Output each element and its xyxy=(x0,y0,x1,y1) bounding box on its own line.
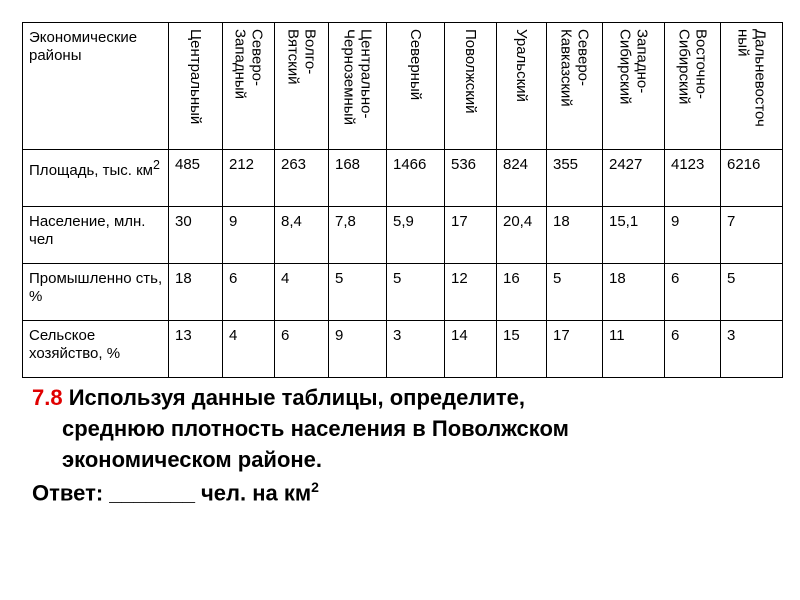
corner-header: Экономические районы xyxy=(23,23,169,150)
table-cell: 6216 xyxy=(721,150,783,207)
table-cell: 8,4 xyxy=(275,207,329,264)
table-cell: 5 xyxy=(329,264,387,321)
table-row-industry xyxy=(23,264,783,321)
row-label: Площадь, тыс. $км^2$ xyxy=(23,150,169,207)
region-header xyxy=(223,23,275,150)
table-cell: 7,8 xyxy=(329,207,387,264)
table-cell: 5 xyxy=(387,264,445,321)
table-cell: 18 xyxy=(547,207,603,264)
table-cell: 536 xyxy=(445,150,497,207)
region-label: Северный xyxy=(407,29,424,101)
row-label: Промышленно сть, % xyxy=(23,264,169,321)
table-cell: 16 xyxy=(497,264,547,321)
region-header xyxy=(169,23,223,150)
table-cell: 6 xyxy=(223,264,275,321)
region-label: Центральный xyxy=(187,29,204,125)
table-cell: 168 xyxy=(329,150,387,207)
table-cell: 17 xyxy=(547,321,603,378)
answer-superscript: 2 xyxy=(311,479,319,495)
table-cell: 9 xyxy=(223,207,275,264)
table-cell: 355 xyxy=(547,150,603,207)
table-cell: 17 xyxy=(445,207,497,264)
region-label: Дальневосточ ный xyxy=(734,29,769,127)
table-cell: 3 xyxy=(387,321,445,378)
table-cell: 5 xyxy=(721,264,783,321)
table-cell: 9 xyxy=(665,207,721,264)
header-row xyxy=(23,23,783,150)
table-cell: 7 xyxy=(721,207,783,264)
table-cell: 14 xyxy=(445,321,497,378)
region-label: Волго- Вятский xyxy=(284,29,319,85)
table-cell: 6 xyxy=(665,321,721,378)
task-line-1: Используя данные таблицы, определите, xyxy=(68,385,525,410)
region-header xyxy=(603,23,665,150)
table-row-area xyxy=(23,150,783,207)
table-cell: 12 xyxy=(445,264,497,321)
region-header xyxy=(665,23,721,150)
table-row-agriculture xyxy=(23,321,783,378)
region-label: Западно- Сибирский xyxy=(616,29,651,105)
table-cell: 15 xyxy=(497,321,547,378)
region-label: Северо- Кавказский xyxy=(557,29,592,107)
table-cell: 3 xyxy=(721,321,783,378)
table-cell: 9 xyxy=(329,321,387,378)
region-label: Центрально- Черноземный xyxy=(340,29,375,125)
region-label: Северо- Западный xyxy=(231,29,266,100)
region-header xyxy=(275,23,329,150)
table-cell: 4 xyxy=(223,321,275,378)
table-cell: 4 xyxy=(275,264,329,321)
table-cell: 263 xyxy=(275,150,329,207)
table-cell: 485 xyxy=(169,150,223,207)
superscript: 2 xyxy=(153,158,160,172)
table-cell: 824 xyxy=(497,150,547,207)
row-label: Сельское хозяйство, % xyxy=(23,321,169,378)
table-cell: 4123 xyxy=(665,150,721,207)
region-header xyxy=(547,23,603,150)
table-cell: 18 xyxy=(603,264,665,321)
table-cell: 6 xyxy=(665,264,721,321)
region-header xyxy=(497,23,547,150)
task-line-3: экономическом районе. xyxy=(62,447,323,472)
table-cell: 30 xyxy=(169,207,223,264)
task-text xyxy=(32,382,752,475)
table-row-population xyxy=(23,207,783,264)
region-label: Поволжский xyxy=(462,29,479,114)
table-cell: 212 xyxy=(223,150,275,207)
region-label: Уральский xyxy=(513,29,530,102)
region-header xyxy=(721,23,783,150)
table-cell: 11 xyxy=(603,321,665,378)
region-header xyxy=(445,23,497,150)
region-header xyxy=(387,23,445,150)
table-cell: 1466 xyxy=(387,150,445,207)
table-cell: 20,4 xyxy=(497,207,547,264)
table-cell: 15,1 xyxy=(603,207,665,264)
region-header xyxy=(329,23,387,150)
table-cell: 5 xyxy=(547,264,603,321)
answer-prefix: Ответ: _______ чел. на км xyxy=(32,480,312,506)
table-cell: 13 xyxy=(169,321,223,378)
answer-line xyxy=(32,479,319,506)
row-label: Население, млн. чел xyxy=(23,207,169,264)
table-cell: 6 xyxy=(275,321,329,378)
table-cell: 2427 xyxy=(603,150,665,207)
region-label: Восточно- Сибирский xyxy=(675,29,710,105)
task-line-2: среднюю плотность населения в Поволжском xyxy=(62,416,569,441)
table-cell: 18 xyxy=(169,264,223,321)
task-number: 7.8 xyxy=(32,385,63,410)
data-table xyxy=(22,22,783,378)
table-cell: 5,9 xyxy=(387,207,445,264)
